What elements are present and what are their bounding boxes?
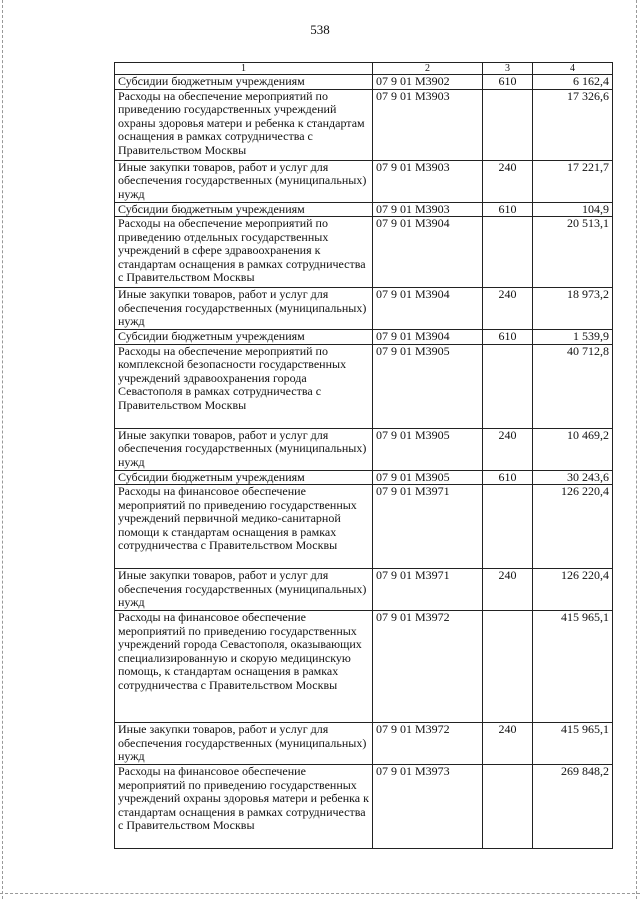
table-row [115,765,613,849]
table-row [115,428,613,470]
row-name-cell: Расходы на обеспечение мероприятий по приведению государственных учреждений охраны здоровья матери и ребенка к стандартам оснащения в рамках сотрудничества с Правительством Москвы [115,89,373,160]
row-name-cell: Субсидии бюджетным учреждениям [115,330,373,345]
scan-edge-right [636,0,638,899]
header-cell-1: 1 [115,63,373,75]
row-amount-cell: 40 712,8 [533,344,613,428]
row-code-cell: 07 9 01 М3903 [373,89,483,160]
row-code-cell: 07 9 01 М3903 [373,202,483,217]
row-code-cell: 07 9 01 М3902 [373,75,483,90]
row-vr-cell: 610 [483,202,533,217]
row-name-cell: Иные закупки товаров, работ и услуг для обеспечения государственных (муниципальных) нужд [115,428,373,470]
row-name-cell: Иные закупки товаров, работ и услуг для обеспечения государственных (муниципальных) нужд [115,723,373,765]
row-code-cell: 07 9 01 М3905 [373,428,483,470]
row-code-cell: 07 9 01 М3972 [373,611,483,723]
row-amount-cell: 126 220,4 [533,569,613,611]
scan-edge-left [2,0,4,899]
row-vr-cell [483,89,533,160]
table-row [115,288,613,330]
row-amount-cell: 415 965,1 [533,723,613,765]
row-vr-cell: 240 [483,160,533,202]
row-amount-cell: 104,9 [533,202,613,217]
row-name-cell: Иные закупки товаров, работ и услуг для обеспечения государственных (муниципальных) нужд [115,288,373,330]
row-vr-cell [483,485,533,569]
row-amount-cell: 415 965,1 [533,611,613,723]
row-name-cell: Расходы на обеспечение мероприятий по приведению отдельных государственных учреждений в сфере здравоохранения к стандартам оснащения в рамках сотрудничества с Правительством Москвы [115,217,373,288]
row-vr-cell: 610 [483,330,533,345]
page-number: 538 [310,22,330,37]
row-amount-cell: 17 326,6 [533,89,613,160]
table-row [115,344,613,428]
row-amount-cell: 30 243,6 [533,470,613,485]
row-name-cell: Расходы на финансовое обеспечение мероприятий по приведению государственных учреждений города Севастополя, оказывающих специализированную и скорую медицинскую помощь, к стандартам оснащения в рамках сотрудничества с Правительством Москвы [115,611,373,723]
row-vr-cell [483,611,533,723]
row-code-cell: 07 9 01 М3973 [373,765,483,849]
row-vr-cell [483,765,533,849]
row-name-cell: Субсидии бюджетным учреждениям [115,202,373,217]
row-name-cell: Субсидии бюджетным учреждениям [115,75,373,90]
row-amount-cell: 17 221,7 [533,160,613,202]
table-row [115,89,613,160]
row-name-cell: Расходы на финансовое обеспечение мероприятий по приведению государственных учреждений первичной медико-санитарной помощи к стандартам оснащения в рамках сотрудничества с Правительством Москвы [115,485,373,569]
table-row [115,611,613,723]
table-row [115,723,613,765]
row-name-cell: Субсидии бюджетным учреждениям [115,470,373,485]
table-row [115,75,613,90]
row-code-cell: 07 9 01 М3904 [373,217,483,288]
table-row [115,202,613,217]
row-code-cell: 07 9 01 М3971 [373,569,483,611]
row-code-cell: 07 9 01 М3972 [373,723,483,765]
row-code-cell: 07 9 01 М3971 [373,485,483,569]
header-cell-4: 4 [533,63,613,75]
row-vr-cell: 240 [483,428,533,470]
table-row [115,569,613,611]
row-name-cell: Иные закупки товаров, работ и услуг для обеспечения государственных (муниципальных) нужд [115,569,373,611]
scan-edge-bottom [0,893,640,895]
table-row [115,330,613,345]
row-vr-cell: 240 [483,288,533,330]
row-code-cell: 07 9 01 М3904 [373,330,483,345]
row-amount-cell: 126 220,4 [533,485,613,569]
budget-table [114,62,613,849]
row-vr-cell: 240 [483,723,533,765]
row-amount-cell: 18 973,2 [533,288,613,330]
row-amount-cell: 10 469,2 [533,428,613,470]
row-vr-cell [483,217,533,288]
row-code-cell: 07 9 01 М3904 [373,288,483,330]
table-body [115,75,613,849]
row-vr-cell [483,344,533,428]
row-code-cell: 07 9 01 М3903 [373,160,483,202]
row-vr-cell: 240 [483,569,533,611]
row-vr-cell: 610 [483,75,533,90]
header-cell-2: 2 [373,63,483,75]
row-amount-cell: 20 513,1 [533,217,613,288]
row-code-cell: 07 9 01 М3905 [373,470,483,485]
table-row [115,160,613,202]
table-row [115,217,613,288]
header-row [115,63,613,75]
row-amount-cell: 6 162,4 [533,75,613,90]
row-name-cell: Иные закупки товаров, работ и услуг для обеспечения государственных (муниципальных) нужд [115,160,373,202]
row-amount-cell: 269 848,2 [533,765,613,849]
row-vr-cell: 610 [483,470,533,485]
row-code-cell: 07 9 01 М3905 [373,344,483,428]
table-row [115,470,613,485]
row-name-cell: Расходы на обеспечение мероприятий по комплексной безопасности государственных учреждений здравоохранения города Севастополя в рамках сотрудничества с Правительством Москвы [115,344,373,428]
table-row [115,485,613,569]
row-name-cell: Расходы на финансовое обеспечение мероприятий по приведению государственных учреждений охраны здоровья матери и ребенка к стандартам оснащения в рамках сотрудничества с Правительством Москвы [115,765,373,849]
header-cell-3: 3 [483,63,533,75]
row-amount-cell: 1 539,9 [533,330,613,345]
